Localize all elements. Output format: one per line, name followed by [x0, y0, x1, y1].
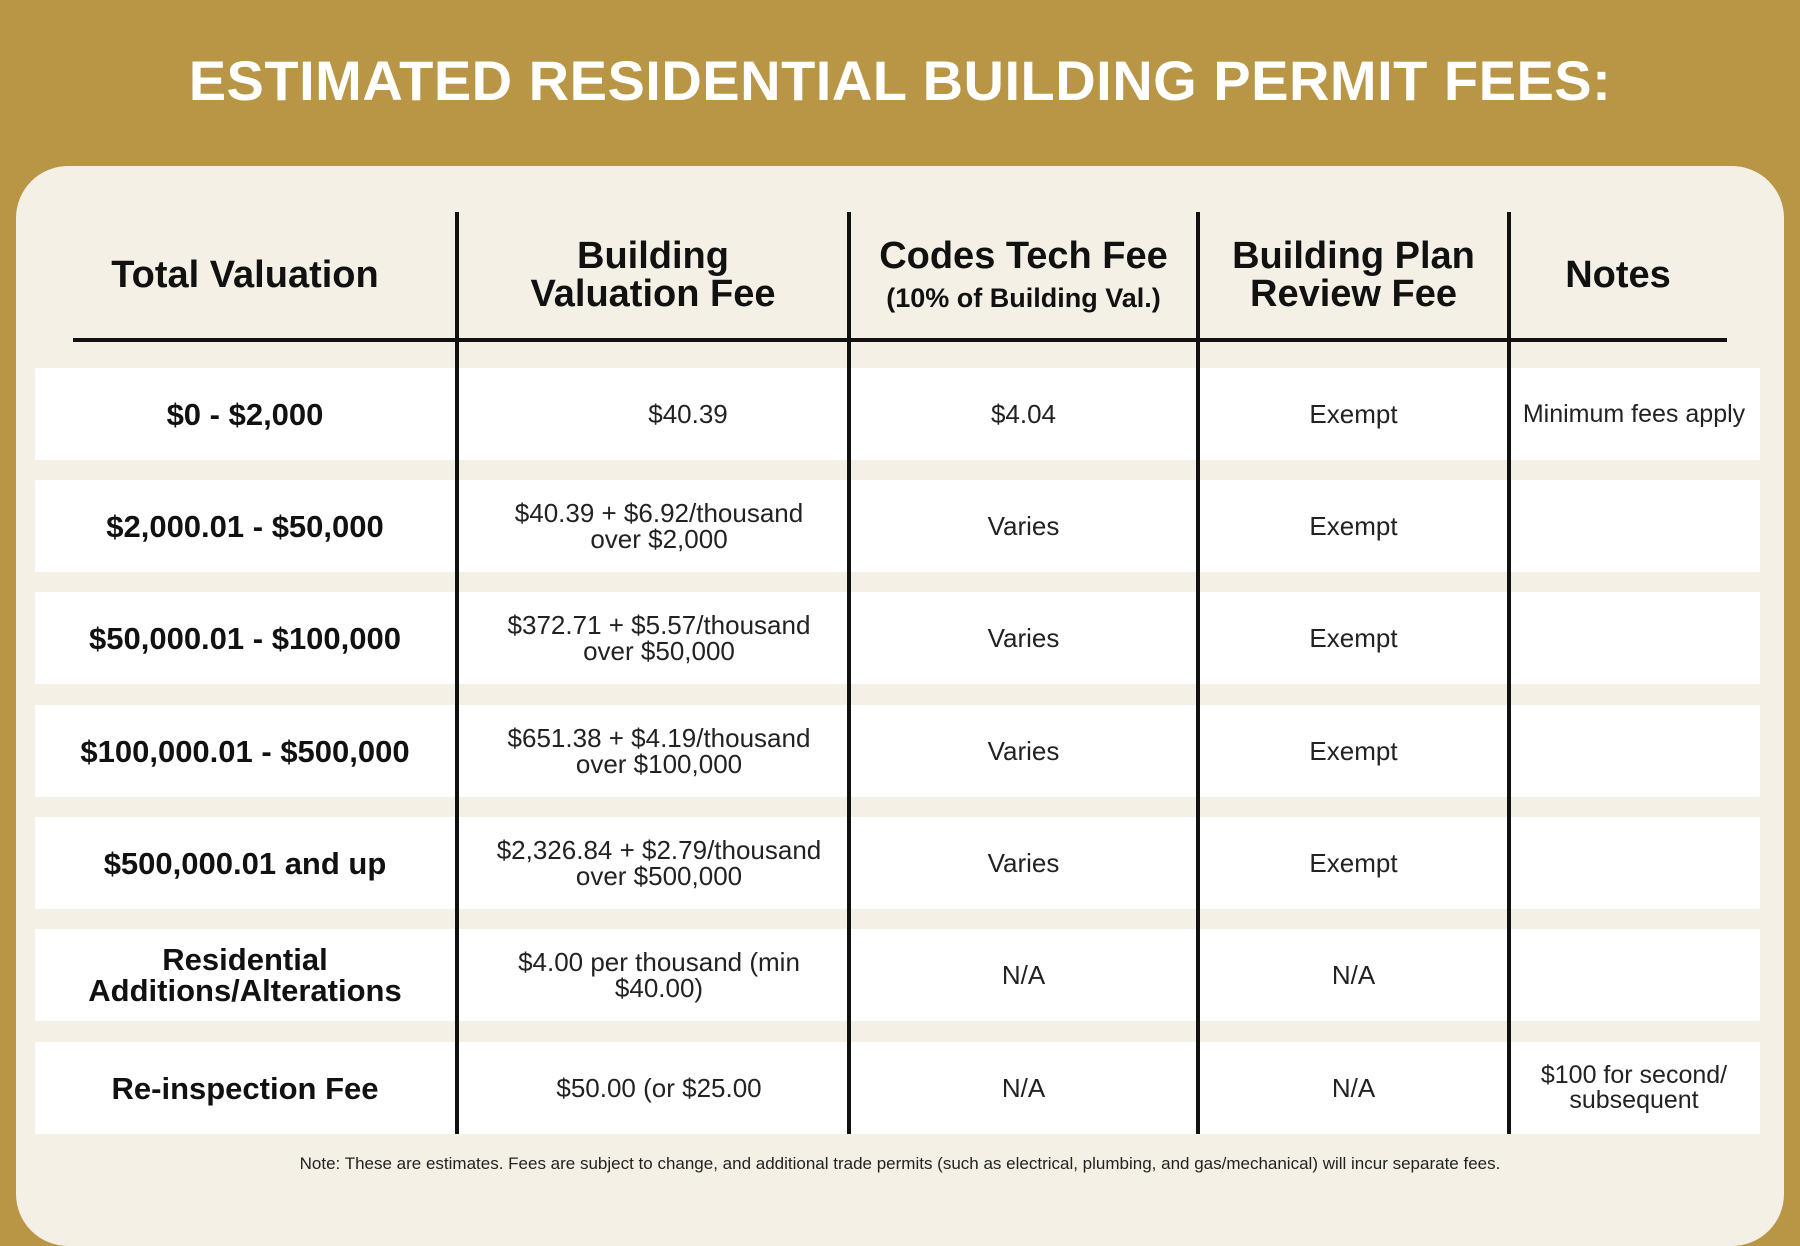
plan-review-cell: Exempt — [1309, 848, 1398, 878]
footnote: Note: These are estimates. Fees are subject to change, and additional trade permits (such as electrical, plumbing, and gas/mechanical) will incur separate fees. — [299, 1154, 1501, 1173]
codes-tech-cell: Varies — [987, 623, 1060, 653]
page-title: ESTIMATED RESIDENTIAL BUILDING PERMIT FEES: — [188, 49, 1612, 112]
column-divider — [847, 212, 851, 1134]
header-total-valuation — [35, 210, 455, 340]
codes-tech-cell: Varies — [987, 736, 1060, 766]
table-row — [35, 705, 1760, 797]
table-row — [35, 929, 1760, 1021]
header-plan-review — [1200, 210, 1507, 340]
building-fee-cell: $372.71 + $5.57/thousand over $50,000 — [507, 610, 811, 666]
valuation-cell: $50,000.01 - $100,000 — [89, 620, 401, 656]
table-row — [35, 592, 1760, 684]
table-row — [35, 368, 1760, 460]
building-fee-cell: $651.38 + $4.19/thousand over $100,000 — [507, 723, 811, 779]
codes-tech-cell: $4.04 — [990, 399, 1057, 429]
valuation-cell: $2,000.01 - $50,000 — [106, 508, 384, 544]
codes-tech-cell: N/A — [1001, 1073, 1046, 1103]
codes-tech-cell: Varies — [987, 848, 1060, 878]
plan-review-cell: Exempt — [1309, 736, 1398, 766]
valuation-cell: $0 - $2,000 — [166, 396, 324, 432]
notes-cell — [1515, 929, 1753, 1021]
header-plan-review-label: Building Plan Review Fee — [1232, 235, 1475, 315]
column-divider — [1507, 212, 1511, 1134]
header-divider — [73, 338, 1727, 342]
header-notes-label: Notes — [1565, 254, 1671, 296]
notes-cell — [1515, 480, 1753, 572]
building-fee-cell: $2,326.84 + $2.79/thousand over $500,000 — [496, 835, 822, 891]
notes-cell — [1515, 705, 1753, 797]
plan-review-cell: Exempt — [1309, 623, 1398, 653]
building-fee-cell: $40.39 — [648, 399, 728, 429]
plan-review-cell: N/A — [1331, 960, 1376, 990]
table-row — [35, 817, 1760, 909]
valuation-cell: Residential Additions/Alterations — [88, 942, 402, 1008]
building-fee-cell: $50.00 (or $25.00 — [556, 1073, 762, 1103]
table-row — [35, 480, 1760, 572]
valuation-cell: $500,000.01 and up — [103, 845, 387, 881]
valuation-cell: Re-inspection Fee — [111, 1070, 379, 1106]
notes-cell: Minimum fees apply — [1522, 399, 1746, 428]
table-row — [35, 1042, 1760, 1134]
valuation-cell: $100,000.01 - $500,000 — [80, 733, 410, 769]
column-divider — [1196, 212, 1200, 1134]
plan-review-cell: Exempt — [1309, 511, 1398, 541]
notes-cell: $100 for second/ subsequent — [1540, 1061, 1728, 1114]
header-total-valuation-label: Total Valuation — [111, 254, 379, 296]
header-notes — [1511, 210, 1725, 340]
header-codes-tech-label: Codes Tech Fee — [879, 234, 1168, 277]
codes-tech-cell: N/A — [1001, 960, 1046, 990]
notes-cell — [1515, 592, 1753, 684]
building-fee-cell: $4.00 per thousand (min $40.00) — [518, 947, 800, 1003]
header-codes-tech-sublabel: (10% of Building Val.) — [886, 282, 1161, 313]
plan-review-cell: Exempt — [1309, 399, 1398, 429]
header-building-fee-label: Building Valuation Fee — [530, 235, 776, 315]
plan-review-cell: N/A — [1331, 1073, 1376, 1103]
building-fee-cell: $40.39 + $6.92/thousand over $2,000 — [514, 498, 804, 554]
header-codes-tech — [851, 210, 1196, 340]
column-divider — [455, 212, 459, 1134]
header-building-fee — [459, 210, 847, 340]
codes-tech-cell: Varies — [987, 511, 1060, 541]
notes-cell — [1515, 817, 1753, 909]
